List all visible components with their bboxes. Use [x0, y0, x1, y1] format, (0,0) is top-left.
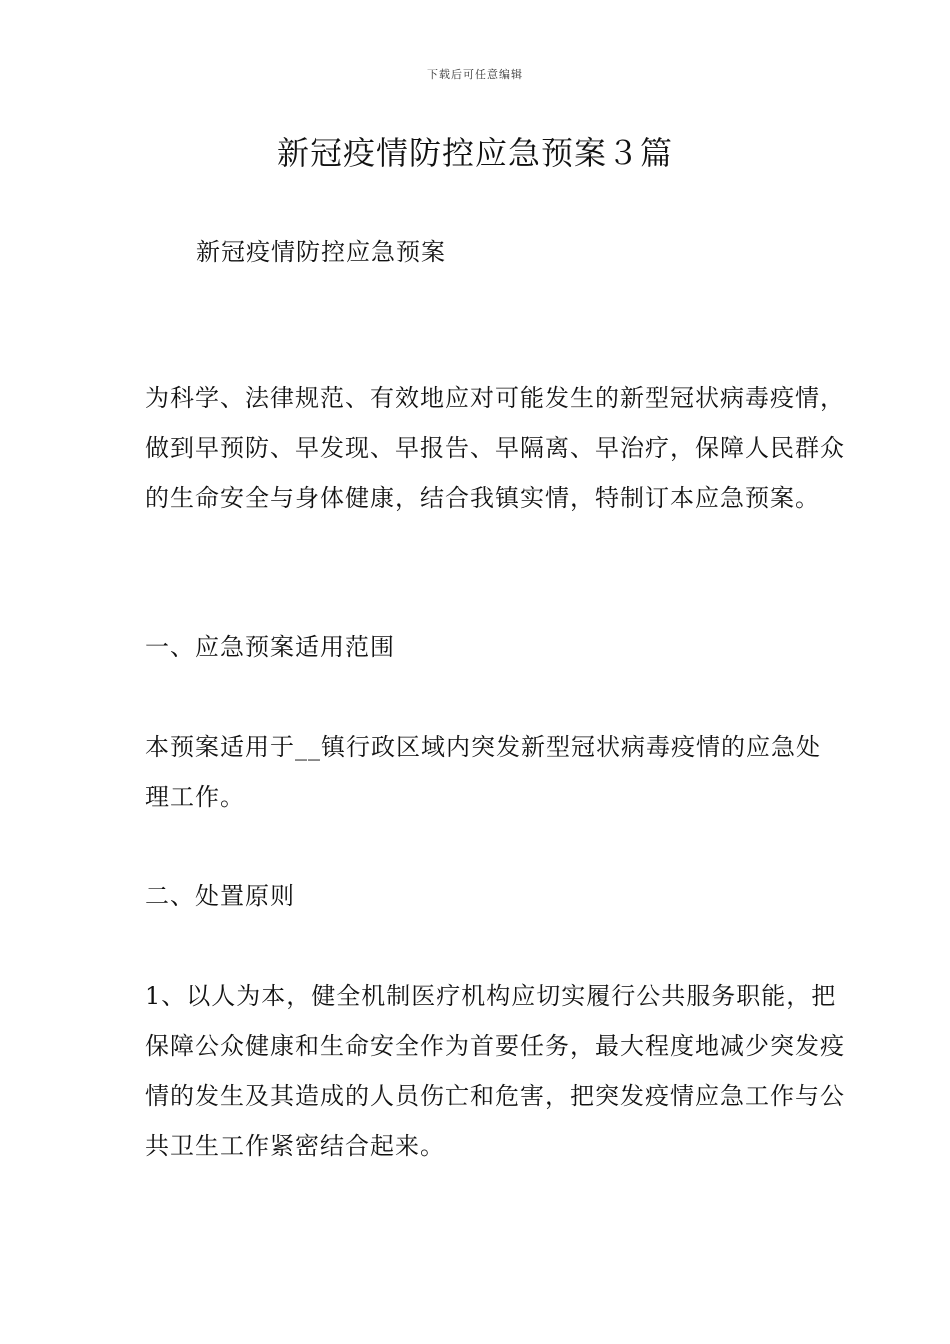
section-one-heading: 一、应急预案适用范围	[145, 633, 395, 661]
section-two-heading: 二、处置原则	[145, 882, 295, 910]
scope-paragraph: 本预案适用于__镇行政区域内突发新型冠状病毒疫情的应急处理工作。	[145, 733, 821, 811]
principle-one-paragraph: 1、以人为本，健全机制医疗机构应切实履行公共服务职能，把保障公众健康和生命安全作为首要任务，最大程度地减少突发疫情的发生及其造成的人员伤亡和危害，把突发疫情应急工作与公共卫生工作紧密结合起来。	[145, 982, 845, 1160]
document-title: 新冠疫情防控应急预案３篇	[276, 134, 673, 172]
header-note: 下载后可任意编辑	[427, 68, 523, 81]
document-subtitle: 新冠疫情防控应急预案	[196, 238, 446, 266]
intro-paragraph: 为科学、法律规范、有效地应对可能发生的新型冠状病毒疫情，做到早预防、早发现、早报告、早隔离、早治疗，保障人民群众的生命安全与身体健康，结合我镇实情，特制订本应急预案。	[145, 384, 845, 512]
